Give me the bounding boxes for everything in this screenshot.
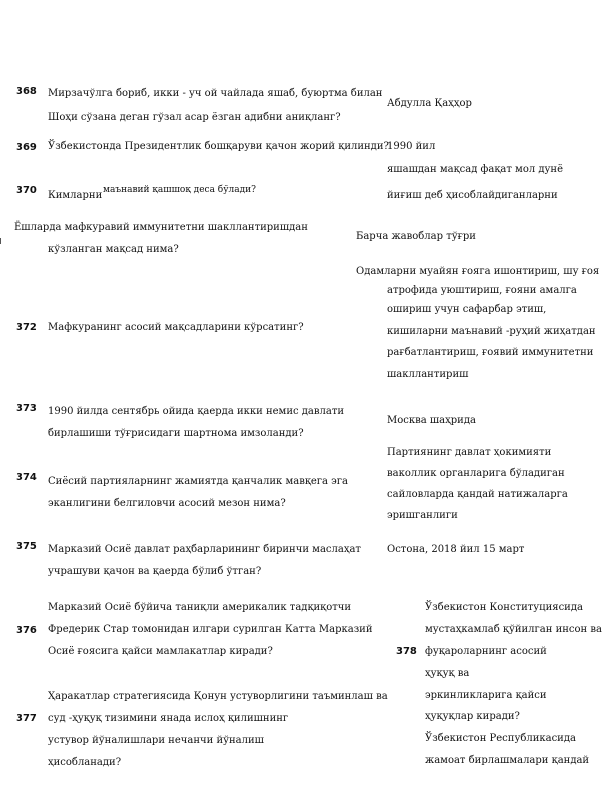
answer-text: Одамларни муайян ғояга ишонтириш, шу ғоя — [356, 266, 600, 277]
question-number: 378 — [396, 646, 417, 657]
answer-text: сайловларда қандай натижаларга — [387, 489, 568, 500]
answer-text: Барча жавоблар тўғри — [356, 231, 476, 242]
answer-text: фуқароларнинг асосий — [425, 646, 547, 657]
answer-text: ошириш учун сафарбар этиш, — [387, 304, 547, 315]
answer-text: Абдулла Қаҳҳор — [387, 98, 472, 109]
question-text: Мирзачўлга бориб, икки - уч ой чайлада яшаб, буюртма билан — [48, 88, 383, 99]
question-text: Фредерик Стар томонидан илгари сурилган Катта Марказий — [48, 624, 373, 635]
answer-text: Ўзбекистон Республикасида — [425, 733, 576, 744]
question-number: 369 — [16, 142, 37, 153]
question-number: 376 — [16, 625, 37, 636]
answer-text: йиғиш деб ҳисоблайдиганларни — [387, 190, 558, 201]
question-text: Ёшларда мафкуравий иммунитетни шакллантиришдан — [14, 222, 308, 233]
question-number: 368 — [16, 86, 37, 97]
question-text: эканлигини белгиловчи асосий мезон нима? — [48, 498, 286, 509]
answer-text: рағбатлантириш, ғоявий иммунитетни — [387, 347, 594, 358]
answer-text: Партиянинг давлат ҳокимияти — [387, 447, 552, 458]
question-text: маънавий қашшоқ деса бўлади? — [103, 185, 256, 195]
question-text: Шоҳи сўзана деган гўзал асар ёзган адибни аниқланг? — [48, 112, 341, 123]
answer-text: Остона, 2018 йил 15 март — [387, 544, 525, 555]
answer-text: эришганлиги — [387, 510, 458, 521]
question-text: Ўзбекистонда Президентлик бошқаруви қачон жорий қилинди? — [48, 141, 389, 152]
answer-text: мустаҳкамлаб қўйилган инсон ва — [425, 624, 602, 635]
question-number: 374 — [16, 472, 37, 483]
question-text: кўзланган мақсад нима? — [48, 244, 179, 255]
answer-text: атрофида уюштириш, ғояни амалга — [387, 285, 577, 296]
question-number: 375 — [16, 541, 37, 552]
question-text: Ҳаракатлар стратегиясида Қонун устуворлигини таъминлаш ва — [48, 691, 388, 702]
answer-text: 1990 йил — [387, 141, 436, 152]
question-text: устувор йўналишлари нечанчи йўналиш — [48, 735, 264, 746]
question-text: Кимларни — [48, 190, 103, 201]
question-number: 373 — [16, 403, 37, 414]
answer-text: яшашдан мақсад фақат мол дунё — [387, 164, 564, 175]
question-number: 372 — [16, 322, 37, 333]
question-text: Осиё ғоясига қайси мамлакатлар киради? — [48, 646, 273, 657]
answer-text: ваколлик органларига бўладиган — [387, 468, 565, 479]
answer-text: эркинликларига қайси — [425, 690, 547, 701]
question-text: учрашуви қачон ва қаерда бўлиб ўтган? — [48, 566, 262, 577]
question-text: Мафкуранинг асосий мақсадларини кўрсатинг? — [48, 322, 304, 333]
answer-text: Ўзбекистон Конституциясида — [425, 602, 583, 613]
margin-mark — [0, 238, 1, 244]
question-number: 377 — [16, 713, 37, 724]
answer-text: ҳуқуқ ва — [425, 668, 470, 679]
question-number: 370 — [16, 185, 37, 196]
question-text: Марказий Осиё бўйича таниқли америкалик тадқиқотчи — [48, 602, 352, 613]
question-text: бирлашиши тўғрисидаги шартнома имзоланди? — [48, 428, 304, 439]
answer-text: кишиларни маънавий -руҳий жиҳатдан — [387, 326, 596, 337]
question-text: Марказий Осиё давлат раҳбарларининг биринчи маслаҳат — [48, 544, 361, 555]
answer-text: Москва шаҳрида — [387, 415, 476, 426]
answer-text: шакллантириш — [387, 369, 469, 380]
question-text: ҳисобланади? — [48, 757, 122, 768]
answer-text: ҳуқуқлар киради? — [425, 711, 520, 722]
question-text: Сиёсий партияларнинг жамиятда қанчалик мавқега эга — [48, 476, 348, 487]
question-text: 1990 йилда сентябрь ойида қаерда икки немис давлати — [48, 406, 345, 417]
question-text: суд -ҳуқуқ тизимини янада ислоҳ қилишнинг — [48, 713, 289, 724]
answer-text: жамоат бирлашмалари қандай — [425, 755, 590, 766]
